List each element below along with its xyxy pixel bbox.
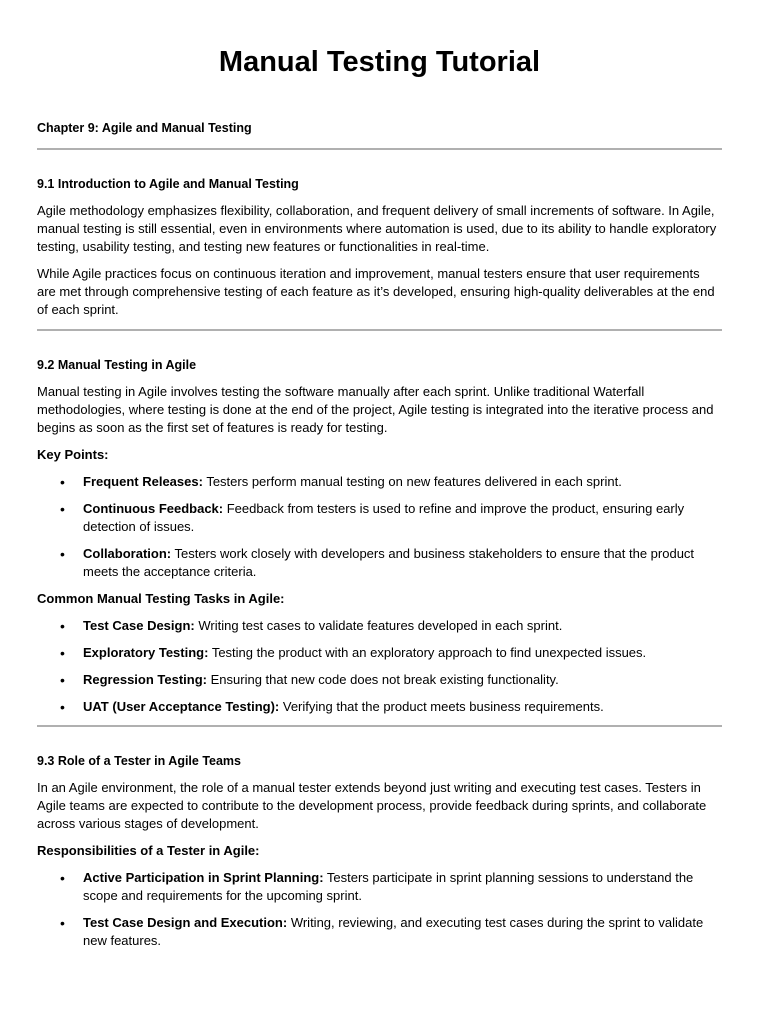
list-item [83,644,722,662]
list-item [83,617,722,635]
divider [37,329,722,331]
list-item-term: Exploratory Testing: [83,645,209,660]
responsibilities-label: Responsibilities of a Tester in Agile: [37,843,260,858]
responsibilities-list [37,869,722,950]
list-item-term: UAT (User Acceptance Testing): [83,699,280,714]
list-item [83,914,722,950]
chapter-heading: Chapter 9: Agile and Manual Testing [37,121,252,135]
divider [37,148,722,150]
section-9-1-title: 9.1 Introduction to Agile and Manual Testing [37,177,299,191]
list-item-text: Writing, reviewing, and executing test cases during the sprint to validate new features. [83,915,704,948]
key-points-label: Key Points: [37,447,109,462]
list-item [83,500,722,536]
list-item-text: Ensuring that new code does not break existing functionality. [207,672,559,687]
divider [37,725,722,727]
section-9-1-paragraph-1: Agile methodology emphasizes flexibility, collaboration, and frequent delivery of small increments of software. In Agile, manual testing is still essential, even in environments where automation is used, due to its ability to handle exploratory testing, usability testing, and testing new features or functionalities in real-time. [37,203,717,254]
list-item-term: Continuous Feedback: [83,501,224,516]
list-item [83,545,722,581]
section-9-2-title: 9.2 Manual Testing in Agile [37,358,197,372]
list-item-text: Testers perform manual testing on new features delivered in each sprint. [202,474,622,489]
list-item-term: Collaboration: [83,546,172,561]
list-item [83,473,722,491]
list-item-term: Active Participation in Sprint Planning: [83,870,324,885]
key-points-list [37,473,722,581]
list-item-text: Testing the product with an exploratory approach to find unexpected issues. [208,645,647,660]
tasks-label: Common Manual Testing Tasks in Agile: [37,591,285,606]
section-9-2-paragraph-1: Manual testing in Agile involves testing the software manually after each sprint. Unlike traditional Waterfall methodologies, where testing is done at the end of the project, Agile testing is integrated into the iterative process and begins as soon as the first set of features is ready for testing. [37,384,714,435]
list-item-text: Testers work closely with developers and business stakeholders to ensure that the product meets the acceptance criteria. [83,546,695,579]
section-9-1-paragraph-2: While Agile practices focus on continuous iteration and improvement, manual testers ensure that user requirements are met through comprehensive testing of each feature as it’s developed, ensuring high-quality deliverables at the end of each sprint. [37,266,715,317]
list-item-text: Testers participate in sprint planning sessions to understand the scope and requirements for the upcoming sprint. [83,870,694,903]
tasks-list [37,617,722,716]
list-item-term: Regression Testing: [83,672,208,687]
section-9-3-title: 9.3 Role of a Tester in Agile Teams [37,754,241,768]
document-title: Manual Testing Tutorial [218,46,541,78]
list-item-text: Verifying that the product meets business requirements. [279,699,604,714]
section-9-3-paragraph-1: In an Agile environment, the role of a manual tester extends beyond just writing and executing test cases. Testers in Agile teams are expected to contribute to the development process, provide feedback during sprints, and collaborate across various stages of development. [37,780,707,831]
list-item-text: Feedback from testers is used to refine and improve the product, ensuring early detection of issues. [83,501,685,534]
list-item [83,869,722,905]
list-item [83,698,722,716]
list-item-term: Test Case Design: [83,618,195,633]
list-item [83,671,722,689]
list-item-term: Test Case Design and Execution: [83,915,288,930]
list-item-text: Writing test cases to validate features developed in each sprint. [194,618,563,633]
list-item-term: Frequent Releases: [83,474,203,489]
